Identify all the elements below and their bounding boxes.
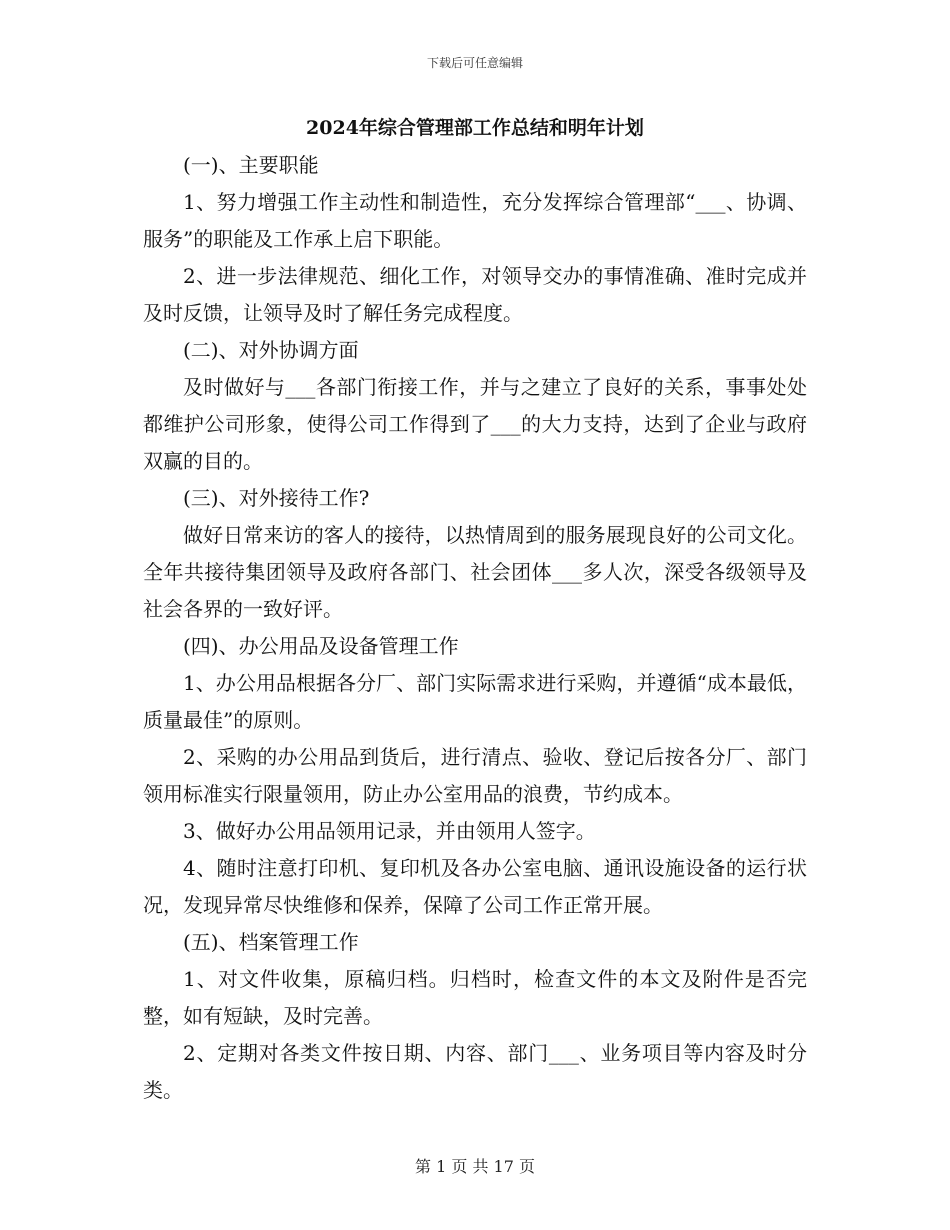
paragraph-section-3-heading: (三)、对外接待工作?	[183, 486, 370, 510]
paragraph: 1、努力增强工作主动性和制造性，充分发挥综合管理部“___、协调、服务”的职能及工作承上启下职能。	[143, 190, 807, 251]
paragraph: 3、做好办公用品领用记录，并由领用人签字。	[183, 819, 596, 843]
header-note: 下载后可任意编辑	[426, 56, 523, 70]
paragraph: 及时做好与___各部门衔接工作，并与之建立了良好的关系，事事处处都维护公司形象，使得公司工作得到了___的大力支持，达到了企业与政府双赢的目的。	[143, 375, 807, 473]
page-footer: 第 1 页 共 17 页	[415, 1157, 535, 1176]
document-title: 2024年综合管理部工作总结和明年计划	[306, 117, 644, 139]
paragraph-section-4-heading: (四)、办公用品及设备管理工作	[183, 634, 459, 658]
paragraph: 2、采购的办公用品到货后，进行清点、验收、登记后按各分厂、部门领用标准实行限量领用，防止办公室用品的浪费，节约成本。	[143, 745, 807, 806]
paragraph: 2、进一步法律规范、细化工作，对领导交办的事情准确、准时完成并及时反馈，让领导及时了解任务完成程度。	[143, 264, 807, 325]
paragraph: 做好日常来访的客人的接待，以热情周到的服务展现良好的公司文化。全年共接待集团领导及政府各部门、社会团体___多人次，深受各级领导及社会各界的一致好评。	[143, 523, 807, 621]
paragraph-section-2-heading: (二)、对外协调方面	[183, 338, 359, 362]
paragraph: 2、定期对各类文件按日期、内容、部门___、业务项目等内容及时分类。	[143, 1041, 807, 1102]
paragraph-section-5-heading: (五)、档案管理工作	[183, 930, 359, 954]
paragraph: 1、办公用品根据各分厂、部门实际需求进行采购，并遵循“成本最低，质量最佳”的原则。	[143, 671, 807, 732]
paragraph-section-1-heading: (一)、主要职能	[183, 153, 319, 177]
document-body	[143, 147, 807, 1109]
paragraph: 1、对文件收集，原稿归档。归档时，检查文件的本文及附件是否完整，如有短缺，及时完善。	[143, 967, 807, 1028]
paragraph: 4、随时注意打印机、复印机及各办公室电脑、通讯设施设备的运行状况，发现异常尽快维修和保养，保障了公司工作正常开展。	[143, 856, 807, 917]
